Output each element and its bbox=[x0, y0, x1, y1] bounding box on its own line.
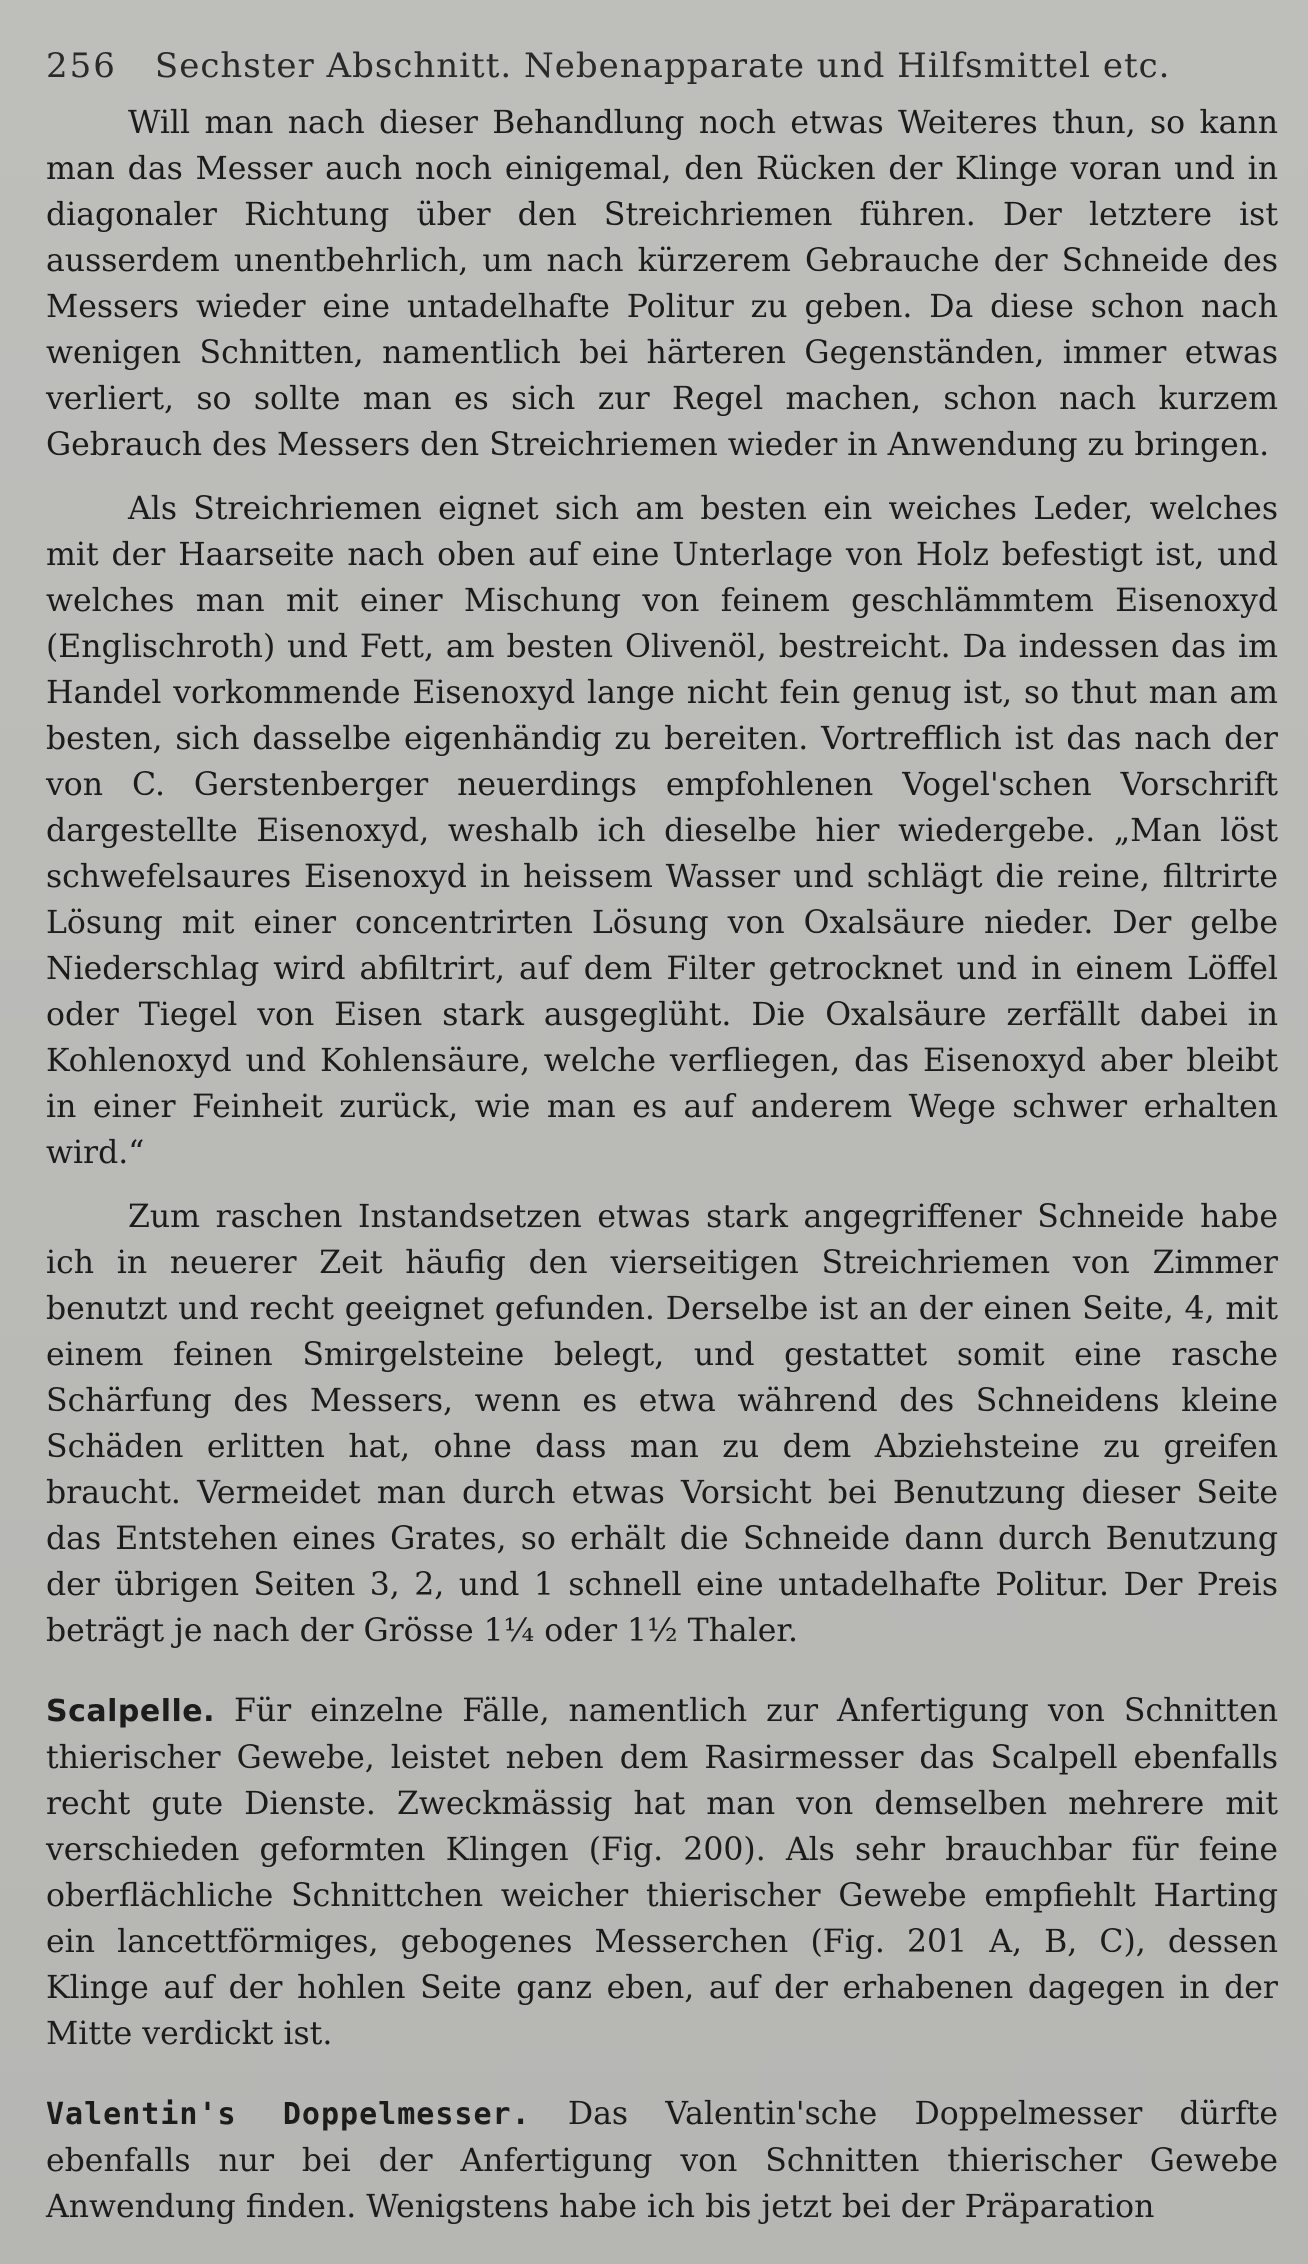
section-text-scalpelle: Für einzelne Fälle, namentlich zur Anfertigung von Schnitten thierischer Gewebe, leistet neben dem Rasirmesser das Scalpell ebenfalls recht gute Dienste. Zweckmässig hat man von demselben mehrere mit verschieden geformten Klingen (Fig. 200). Als sehr brauchbar für feine oberflächliche Schnittchen weicher thierischer Gewebe empfiehlt Harting ein lancettförmiges, gebogenes Messerchen (Fig. 201 A, B, C), dessen Klinge auf der hohlen Seite ganz eben, auf der erhabenen dagegen in der Mitte verdickt ist. bbox=[46, 1693, 1279, 2052]
section-heading-doppelmesser: Valentin's Doppelmesser. bbox=[46, 2097, 531, 2132]
page-number: 256 bbox=[46, 46, 117, 86]
chapter-title: Sechster Abschnitt. Nebenapparate und Hilfsmittel etc. bbox=[154, 46, 1171, 86]
section-heading-scalpelle: Scalpelle. bbox=[46, 1694, 216, 1729]
section-text-doppelmesser: Das Valentin'sche Doppelmesser dürfte ebenfalls nur bei der Anfertigung von Schnitten thierischer Gewebe Anwendung finden. Wenigstens habe ich bis jetzt bei der Präparation bbox=[46, 2096, 1278, 2225]
paragraph-instandsetzen: Zum raschen Instandsetzen etwas stark angegriffener Schneide habe ich in neuerer Zeit häufig den vierseitigen Streichriemen von Zimmer benutzt und recht geeignet gefunden. Derselbe ist an der einen Seite, 4, mit einem feinen Smirgelsteine belegt, und gestattet somit eine rasche Schärfung des Messers, wenn es etwa während des Schneidens kleine Schäden erlitten hat, ohne dass man zu dem Abziehsteine zu greifen braucht. Vermeidet man durch etwas Vorsicht bei Benutzung dieser Seite das Entstehen eines Grates, so erhält die Schneide dann durch Benutzung der übrigen Seiten 3, 2, und 1 schnell eine untadelhafte Politur. Der Preis beträgt je nach der Grösse 1¼ oder 1½ Thaler. bbox=[46, 1199, 1278, 1649]
section-doppelmesser bbox=[46, 2091, 1278, 2230]
paragraph-behandlung: Will man nach dieser Behandlung noch etwas Weiteres thun, so kann man das Messer auch noch einigemal, den Rücken der Klinge voran und in diagonaler Richtung über den Streichriemen führen. Der letztere ist ausserdem unentbehrlich, um nach kürzerem Gebrauche der Schneide des Messers wieder eine untadelhafte Politur zu geben. Da diese schon nach wenigen Schnitten, namentlich bei härteren Gegenständen, immer etwas verliert, so sollte man es sich zur Regel machen, schon nach kurzem Gebrauch des Messers den Streichriemen wieder in Anwendung zu bringen. bbox=[46, 105, 1278, 463]
section-scalpelle bbox=[46, 1688, 1278, 2057]
paragraph-streichriemen: Als Streichriemen eignet sich am besten ein weiches Leder, welches mit der Haarseite nach oben auf eine Unterlage von Holz befestigt ist, und welches man mit einer Mischung von feinem geschlämmtem Eisenoxyd (Englischroth) und Fett, am besten Olivenöl, bestreicht. Da indessen das im Handel vorkommende Eisenoxyd lange nicht fein genug ist, so thut man am besten, sich dasselbe eigenhändig zu bereiten. Vortrefflich ist das nach der von C. Gerstenberger neuerdings empfohlenen Vogel'schen Vorschrift dargestellte Eisenoxyd, weshalb ich dieselbe hier wiedergebe. „Man löst schwefelsaures Eisenoxyd in heissem Wasser und schlägt die reine, filtrirte Lösung mit einer concentrirten Lösung von Oxalsäure nieder. Der gelbe Niederschlag wird abfiltrirt, auf dem Filter getrocknet und in einem Löffel oder Tiegel von Eisen stark ausgeglüht. Die Oxalsäure zerfällt dabei in Kohlenoxyd und Kohlensäure, welche verfliegen, das Eisenoxyd aber bleibt in einer Feinheit zurück, wie man es auf anderem Wege schwer erhalten wird.“ bbox=[46, 491, 1278, 1171]
running-header bbox=[46, 46, 1278, 86]
